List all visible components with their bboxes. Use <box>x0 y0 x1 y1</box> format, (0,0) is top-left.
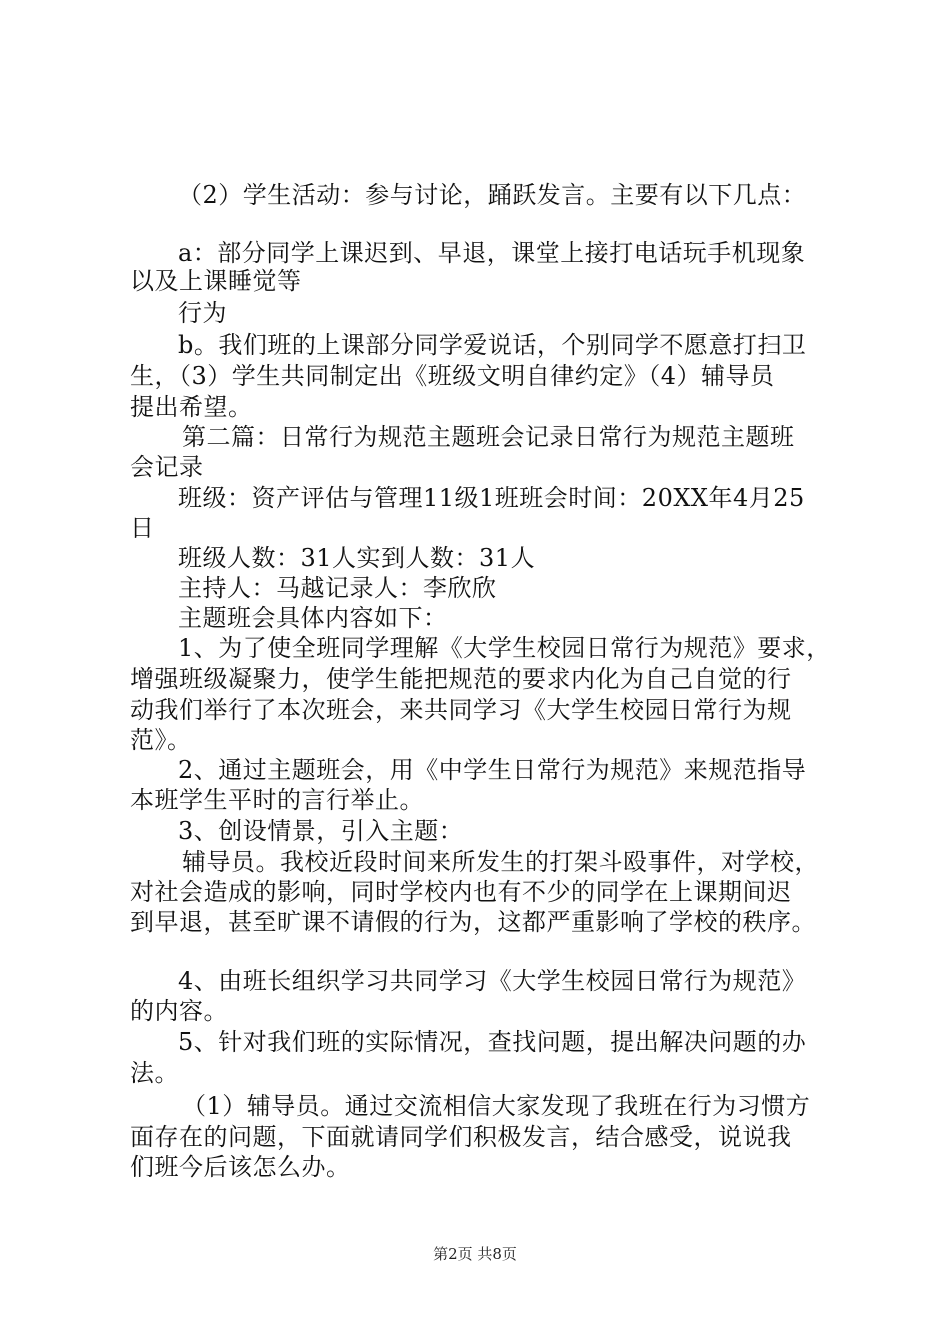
text-line-4: 行为 <box>178 299 227 327</box>
text-line-18: 范》。 <box>130 726 192 754</box>
text-line-3: 以及上课睡觉等 <box>130 267 302 295</box>
text-line-2: a：部分同学上课迟到、早退，课堂上接打电话玩手机现象 <box>178 239 806 267</box>
text-line-7: 提出希望。 <box>130 393 253 421</box>
text-line-28: 法。 <box>130 1059 179 1087</box>
text-line-23: 对社会造成的影响，同时学校内也有不少的同学在上课期间迟 <box>130 878 792 906</box>
text-line-1: （2）学生活动：参与讨论，踊跃发言。主要有以下几点： <box>178 181 807 209</box>
text-line-14: 主题班会具体内容如下： <box>178 604 448 632</box>
text-line-9: 会记录 <box>130 453 204 481</box>
text-line-8: 第二篇：日常行为规范主题班会记录日常行为规范主题班 <box>182 423 795 451</box>
text-line-22: 辅导员。我校近段时间来所发生的打架斗殴事件，对学校， <box>182 848 819 876</box>
text-line-27: 5、针对我们班的实际情况，查找问题，提出解决问题的办 <box>178 1028 807 1056</box>
text-line-10: 班级：资产评估与管理11级1班班会时间：20XX年4月25 <box>178 484 805 512</box>
text-line-19: 2、通过主题班会，用《中学生日常行为规范》来规范指导 <box>178 756 807 784</box>
text-line-26: 的内容。 <box>130 997 228 1025</box>
text-line-15: 1、为了使全班同学理解《大学生校园日常行为规范》要求， <box>178 634 831 662</box>
text-line-25: 4、由班长组织学习共同学习《大学生校园日常行为规范》 <box>178 967 807 995</box>
text-line-11: 日 <box>130 514 155 542</box>
text-line-16: 增强班级凝聚力，使学生能把规范的要求内化为自己自觉的行 <box>130 665 792 693</box>
text-line-12: 班级人数：31人实到人数：31人 <box>178 544 536 572</box>
text-line-29: （1）辅导员。通过交流相信大家发现了我班在行为习惯方 <box>182 1092 811 1120</box>
text-line-30: 面存在的问题，下面就请同学们积极发言，结合感受，说说我 <box>130 1123 792 1151</box>
page-number-footer: 第2页 共8页 <box>433 1245 517 1263</box>
text-line-5: b。我们班的上课部分同学爱说话，个别同学不愿意打扫卫 <box>178 331 807 359</box>
text-line-17: 动我们举行了本次班会，来共同学习《大学生校园日常行为规 <box>130 696 792 724</box>
text-line-31: 们班今后该怎么办。 <box>130 1153 351 1181</box>
text-line-21: 3、创设情景，引入主题： <box>178 817 464 845</box>
text-line-13: 主持人：马越记录人：李欣欣 <box>178 574 497 602</box>
text-line-6: 生，（3）学生共同制定出《班级文明自律约定》（4）辅导员 <box>130 362 775 390</box>
text-line-20: 本班学生平时的言行举止。 <box>130 786 424 814</box>
text-line-24: 到早退，甚至旷课不请假的行为，这都严重影响了学校的秩序。 <box>130 908 816 936</box>
